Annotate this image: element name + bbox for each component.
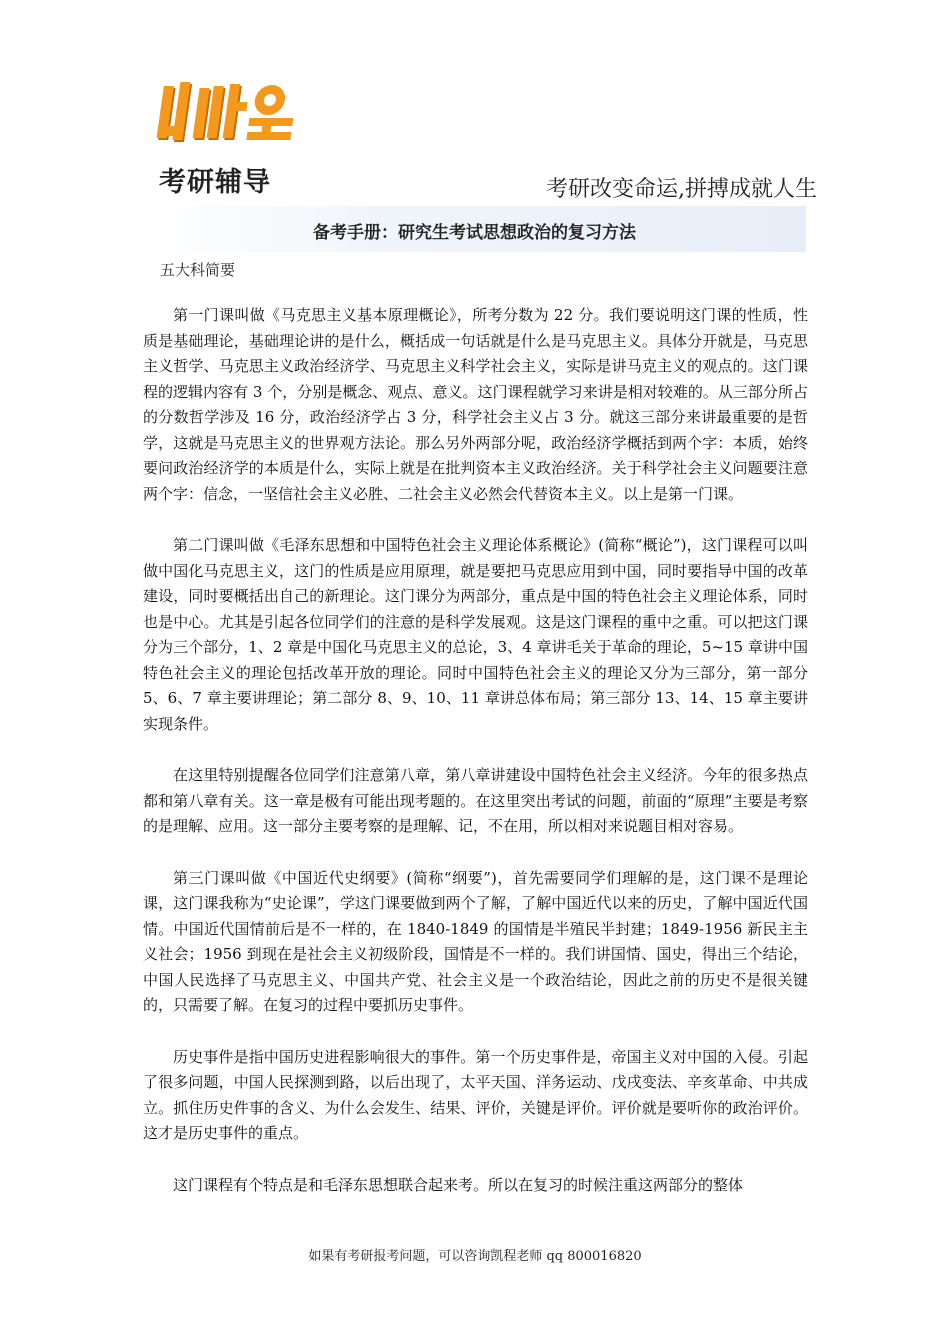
paragraph: 第二门课叫做《毛泽东思想和中国特色社会主义理论体系概论》(简称“概论”)，这门课程可以叫做中国化马克思主义，这门的性质是应用原理，就是要把马克思应用到中国，同时要指导中国的改革建设，同时要概括出自己的新理论。这门课分为两部分，重点是中国的特色社会主义理论体系，同时也是中心。尤其是引起各位同学们的注意的是科学发展观。这是这门课程的重中之重。可以把这门课分为三个部分，1、2 章是中国化马克思主义的总论，3、4 章讲毛关于革命的理论，5~15 章讲中国特色社会主义的理论包括改革开放的理论。同时中国特色社会主义的理论又分为三部分，第一部分 5、6、7 章主要讲理论；第二部分 8、9、10、11 章讲总体布局；第三部分 13、14、15 章主要讲实现条件。 xyxy=(143,536,808,733)
document-body xyxy=(143,303,808,1224)
footer-contact: 如果有考研报考问题，可以咨询凯程老师 qq 800016820 xyxy=(308,1249,642,1264)
paragraph: 这门课程有个特点是和毛泽东思想联合起来考。所以在复习的时候注重这两部分的整体 xyxy=(173,1175,744,1194)
paragraph: 在这里特别提醒各位同学们注意第八章，第八章讲建设中国特色社会主义经济。今年的很多热点都和第八章有关。这一章是极有可能出现考题的。在这里突出考试的问题，前面的“原理”主要是考察的是理解、应用。这一部分主要考察的是理解、记，不在用，所以相对来说题目相对容易。 xyxy=(143,766,808,835)
paragraph: 第一门课叫做《马克思主义基本原理概论》，所考分数为 22 分。我们要说明这门课的性质，性质是基础理论，基础理论讲的是什么，概括成一句话就是什么是马克思主义。具体分开就是，马克思主义哲学、马克思主义政治经济学、马克思主义科学社会主义，实际是讲马克主义的观点的。这门课程的逻辑内容有 3 个，分别是概念、观点、意义。这门课程就学习来讲是相对较难的。从三部分所占的分数哲学涉及 16 分，政治经济学占 3 分，科学社会主义占 3 分。就这三部分来讲最重要的是哲学，这就是马克思主义的世界观方法论。那么另外两部分呢，政治经济学概括到两个字：本质，始终要问政治经济学的本质是什么，实际上就是在批判资本主义政治经济。关于科学社会主义问题要注意两个字：信念，一坚信社会主义必胜、二社会主义必然会代替资本主义。以上是第一门课。 xyxy=(143,306,808,503)
paragraph: 历史事件是指中国历史进程影响很大的事件。第一个历史事件是，帝国主义对中国的入侵。引起了很多问题，中国人民探测到路，以后出现了，太平天国、洋务运动、戊戌变法、辛亥革命、中共成立。抓住历史件事的含义、为什么会发生、结果、评价，关键是评价。评价就是要听你的政治评价。这才是历史事件的重点。 xyxy=(143,1047,808,1142)
section-label: 五大科简要 xyxy=(160,261,236,279)
slogan: 考研改变命运,拼搏成就人生 xyxy=(546,177,817,202)
title-bar xyxy=(143,206,806,252)
kaicheng-logo-mark xyxy=(153,78,303,156)
paragraph: 第三门课叫做《中国近代史纲要》(简称“纲要”)，首先需要同学们理解的是，这门课不是理论课，这门课我称为“史论课”，学这门课要做到两个了解，了解中国近代以来的历史，了解中国近代国情。中国近代国情前后是不一样的，在 1840-1849 的国情是半殖民半封建；1849-1956 新民主主义社会；1956 到现在是社会主义初级阶段，国情是不一样的。我们讲国情、国史，得出三个结论，中国人民选择了马克思主义、中国共产党、社会主义是一个政治结论，因此之前的历史不是很关键的，只需要了解。在复习的过程中要抓历史事件。 xyxy=(143,868,808,1014)
logo xyxy=(153,78,303,198)
page-title: 备考手册：研究生考试思想政治的复习方法 xyxy=(313,223,636,243)
logo-subtitle: 考研辅导 xyxy=(159,167,271,198)
